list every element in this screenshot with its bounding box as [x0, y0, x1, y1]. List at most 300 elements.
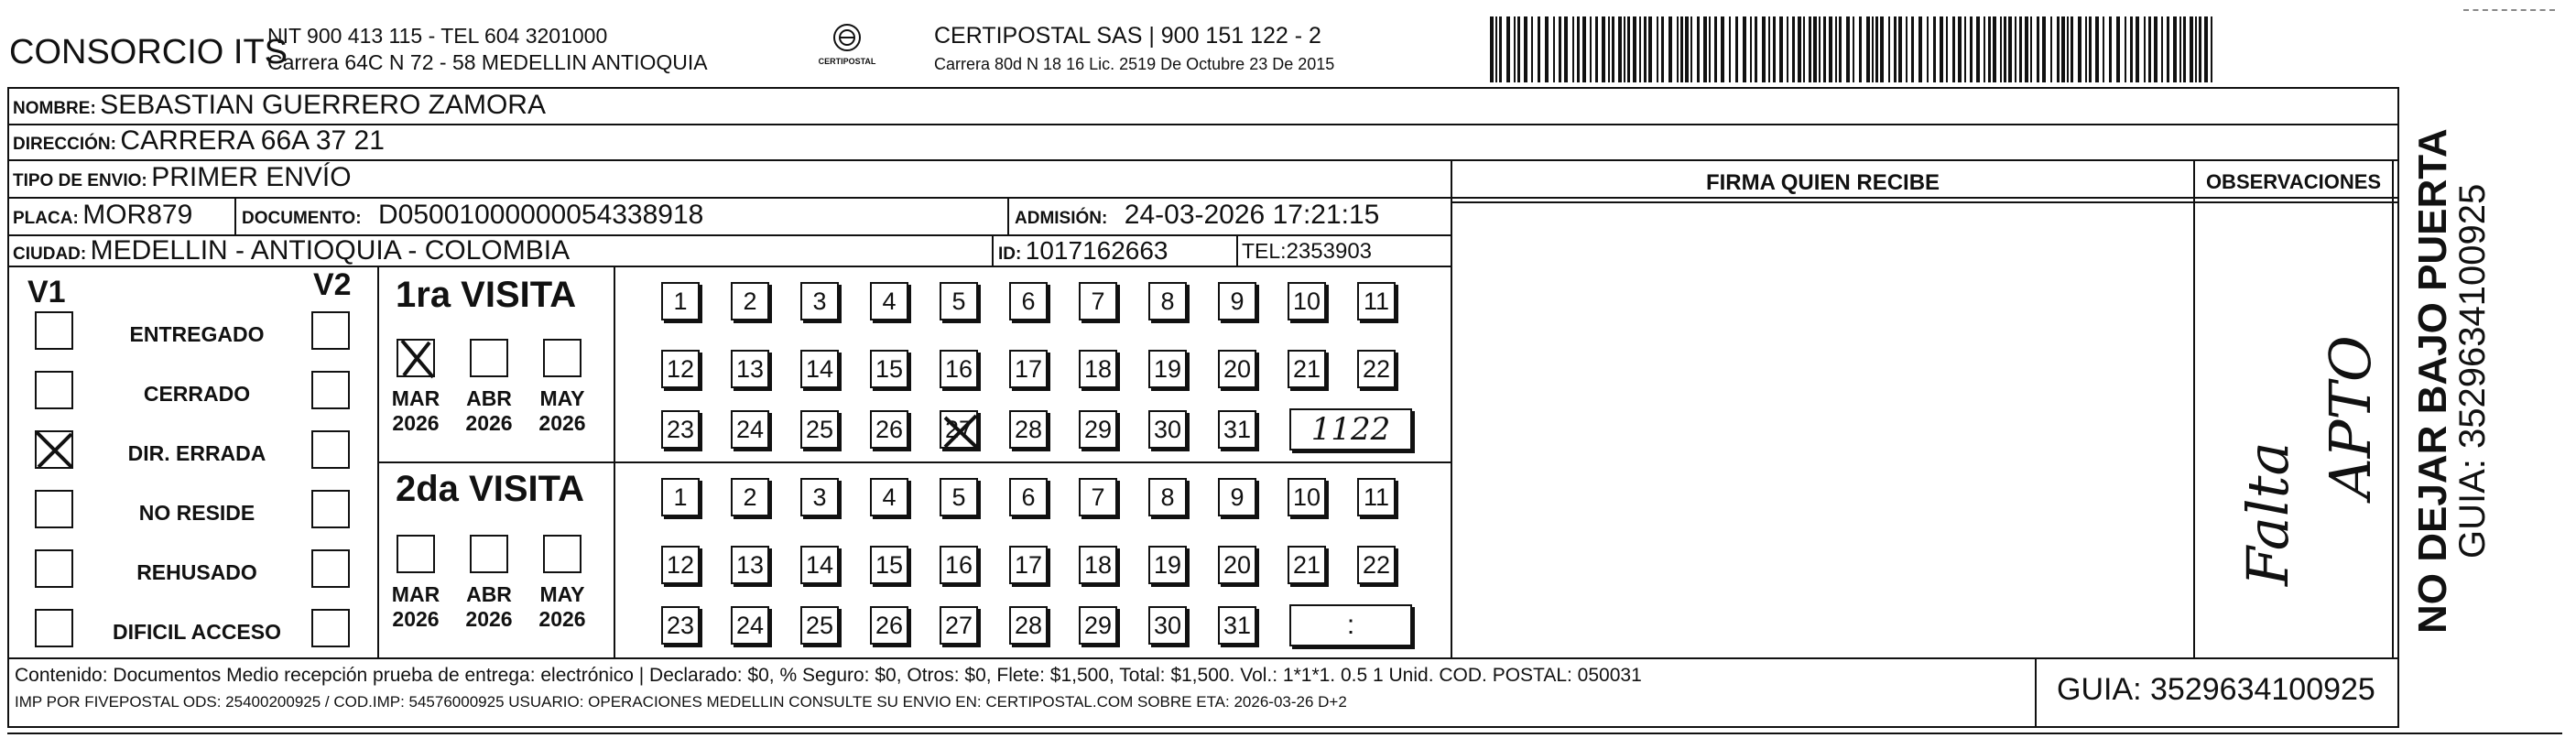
day-box[interactable]: [1009, 606, 1048, 645]
day-box[interactable]: [731, 606, 769, 645]
barcode-bar: [1859, 16, 1862, 82]
v2-checkbox[interactable]: [311, 549, 350, 588]
day-number: 10: [1292, 483, 1321, 511]
status-option-label: NO RESIDE: [138, 501, 255, 525]
day-number: 26: [875, 611, 904, 639]
day-box[interactable]: [1357, 282, 1396, 320]
day-box[interactable]: [1079, 546, 1117, 584]
barcode-bar: [1572, 16, 1574, 82]
barcode: [1488, 16, 2221, 82]
barcode-bar: [1624, 16, 1625, 82]
day-number: 17: [1014, 354, 1043, 383]
day-number: 2: [743, 287, 757, 315]
barcode-bar: [1690, 16, 1692, 82]
shipping-type-label: TIPO DE ENVIO:: [13, 171, 147, 190]
day-number: 21: [1292, 550, 1321, 579]
day-box[interactable]: [940, 606, 978, 645]
day-box[interactable]: [1009, 546, 1048, 584]
col-divider: [234, 197, 236, 234]
barcode-bar: [1677, 16, 1679, 82]
barcode-bar: [1940, 16, 1943, 82]
barcode-bar: [1779, 16, 1783, 82]
barcode-bar: [1946, 16, 1948, 82]
barcode-bar: [1768, 16, 1770, 82]
month-checkbox[interactable]: [543, 535, 582, 573]
day-number: 4: [882, 483, 897, 511]
plate-field: [13, 200, 192, 231]
v2-checkbox[interactable]: [311, 311, 350, 350]
day-number: 31: [1223, 611, 1252, 639]
day-number: 6: [1021, 287, 1036, 315]
check-mark-icon: [393, 335, 440, 383]
city-field: [13, 235, 570, 266]
day-number: 6: [1021, 483, 1036, 511]
barcode-bar: [1735, 16, 1738, 82]
month-label: [384, 582, 448, 632]
barcode-bar: [1524, 16, 1527, 82]
day-number: 16: [944, 354, 973, 383]
barcode-bar: [1829, 16, 1832, 82]
visit-title: 2da VISITA: [396, 469, 584, 509]
day-number: 23: [666, 415, 695, 443]
barcode-bar: [1906, 16, 1908, 82]
day-number: 24: [735, 611, 765, 639]
barcode-bar: [1495, 16, 1497, 82]
barcode-bar: [1714, 16, 1717, 82]
barcode-bar: [1911, 16, 1914, 82]
day-box[interactable]: [1148, 350, 1187, 388]
barcode-bar: [1823, 16, 1826, 82]
day-number: 13: [735, 550, 765, 579]
day-number: 22: [1362, 550, 1391, 579]
time-slot[interactable]: [1289, 604, 1412, 646]
barcode-bar: [1602, 16, 1605, 82]
barcode-bar: [2190, 16, 2193, 82]
month-year: 2026: [538, 411, 586, 435]
barcode-bar: [2061, 16, 2065, 82]
day-box[interactable]: [870, 410, 908, 449]
name-label: NOMBRE:: [13, 99, 96, 118]
day-box[interactable]: [731, 350, 769, 388]
barcode-bar: [2071, 16, 2073, 82]
day-box[interactable]: [731, 410, 769, 449]
barcode-bar: [2057, 16, 2060, 82]
time-value: :: [1346, 610, 1355, 640]
col-divider: [2035, 657, 2037, 728]
barcode-bar: [2004, 16, 2006, 82]
tel-label: TEL:: [1242, 239, 1287, 263]
day-number: 27: [944, 415, 973, 443]
day-number: 12: [666, 354, 695, 383]
month-checkbox[interactable]: [397, 339, 435, 377]
col-divider: [1236, 234, 1238, 266]
barcode-bar: [2078, 16, 2081, 82]
day-number: 21: [1292, 354, 1321, 383]
barcode-bar: [2204, 16, 2208, 82]
id-value: 1017162663: [1025, 236, 1168, 265]
barcode-bar: [1517, 16, 1520, 82]
day-number: 9: [1230, 287, 1245, 315]
day-box[interactable]: [800, 478, 839, 516]
barcode-bar: [1531, 16, 1533, 82]
month-year: 2026: [392, 607, 440, 631]
v2-checkbox[interactable]: [311, 430, 350, 469]
day-box[interactable]: [870, 350, 908, 388]
day-number: 27: [944, 611, 973, 639]
day-box[interactable]: [1357, 546, 1396, 584]
day-number: 20: [1223, 354, 1252, 383]
barcode-bar: [1853, 16, 1854, 82]
courier-name: CERTIPOSTAL SAS | 900 151 122 - 2: [934, 23, 1321, 49]
barcode-bar: [1564, 16, 1568, 82]
day-box[interactable]: [731, 478, 769, 516]
barcode-bar: [1755, 16, 1757, 82]
barcode-bar: [2109, 16, 2112, 82]
barcode-bar: [1721, 16, 1724, 82]
day-box[interactable]: [940, 478, 978, 516]
month-label: [530, 386, 594, 436]
barcode-bar: [1813, 16, 1817, 82]
row-divider: [7, 657, 2399, 659]
admission-field: [1015, 200, 1379, 231]
barcode-bar: [1633, 16, 1636, 82]
month-year: 2026: [465, 607, 513, 631]
observations-header: OBSERVACIONES: [2205, 170, 2382, 193]
address-value: CARRERA 66A 37 21: [120, 125, 385, 156]
month-name: MAY: [539, 386, 585, 410]
observation-handwritten-apto: APTO: [2317, 335, 2384, 499]
barcode-bar: [1898, 16, 1902, 82]
month-year: 2026: [392, 411, 440, 435]
barcode-bar: [2037, 16, 2039, 82]
day-box[interactable]: [1218, 478, 1256, 516]
row-divider: [7, 197, 1451, 199]
barcode-bar: [1685, 16, 1689, 82]
day-box[interactable]: [1148, 410, 1187, 449]
barcode-bar: [1835, 16, 1837, 82]
document-value: D05001000000054338918: [378, 200, 704, 230]
barcode-bar: [1993, 16, 1996, 82]
barcode-bar: [2195, 16, 2197, 82]
barcode-bar: [1803, 16, 1805, 82]
day-box[interactable]: [870, 282, 908, 320]
barcode-bar: [1582, 16, 1586, 82]
v1-checkbox[interactable]: [35, 549, 73, 588]
day-box[interactable]: [800, 606, 839, 645]
day-number: 29: [1083, 611, 1113, 639]
month-checkbox[interactable]: [397, 535, 435, 573]
footer-imp-line: IMP POR FIVEPOSTAL ODS: 25400200925 / COD.IMP: 54576000925 USUARIO: OPERACIONES MEDELLIN CONSULTE SU ENVIO EN: CERTIPOSTAL.COM SOBRE ETA: 2026-03-26 D+2: [15, 693, 1347, 711]
day-box[interactable]: [1009, 410, 1048, 449]
col-divider: [2193, 159, 2195, 657]
month-year: 2026: [538, 607, 586, 631]
courier-address: Carrera 80d N 18 16 Lic. 2519 De Octubre 23 De 2015: [934, 55, 1335, 73]
barcode-bar: [2025, 16, 2028, 82]
day-box[interactable]: [1288, 350, 1326, 388]
day-box[interactable]: [800, 410, 839, 449]
day-box[interactable]: [1148, 282, 1187, 320]
barcode-bar: [1819, 16, 1821, 82]
v2-checkbox[interactable]: [311, 371, 350, 409]
day-number: 19: [1153, 550, 1182, 579]
day-number: 25: [805, 415, 834, 443]
id-label: ID:: [998, 244, 1022, 264]
status-option-label: DIR. ERRADA: [127, 441, 266, 465]
document-field: [242, 200, 703, 231]
cut-line: [2463, 9, 2555, 11]
row-divider: [7, 159, 2399, 161]
col-divider: [2392, 159, 2394, 657]
barcode-bar: [1894, 16, 1897, 82]
v2-checkbox[interactable]: [311, 609, 350, 647]
day-box[interactable]: [661, 410, 700, 449]
day-number: 24: [735, 415, 765, 443]
day-box[interactable]: [661, 606, 700, 645]
name-value: SEBASTIAN GUERRERO ZAMORA: [100, 90, 546, 120]
barcode-bar: [1506, 16, 1510, 82]
day-number: 1: [673, 287, 688, 315]
day-number: 15: [875, 354, 904, 383]
time-slot[interactable]: [1289, 408, 1412, 450]
barcode-bar: [1680, 16, 1683, 82]
row-divider: [1451, 197, 2399, 199]
day-number: 5: [951, 483, 966, 511]
day-box[interactable]: [1148, 546, 1187, 584]
courier-logo-text: CERTIPOSTAL: [818, 57, 876, 66]
barcode-bar: [2136, 16, 2139, 82]
day-box[interactable]: [661, 282, 700, 320]
day-box[interactable]: [940, 546, 978, 584]
row-divider: [377, 461, 1451, 463]
month-checkbox[interactable]: [470, 535, 508, 573]
barcode-bar: [2173, 16, 2177, 82]
barcode-bar: [2130, 16, 2133, 82]
barcode-bar: [2095, 16, 2099, 82]
barcode-bar: [1927, 16, 1929, 82]
day-number: 11: [1363, 287, 1390, 315]
month-name: MAR: [391, 582, 440, 606]
barcode-bar: [1866, 16, 1870, 82]
col-divider: [992, 234, 994, 266]
signature-header: FIRMA QUIEN RECIBE: [1705, 170, 1940, 195]
col-divider: [1007, 197, 1009, 234]
v1-checkbox[interactable]: [35, 311, 73, 350]
day-box[interactable]: [661, 350, 700, 388]
city-label: CIUDAD:: [13, 244, 87, 264]
day-number: 2: [743, 483, 757, 511]
name-field: [13, 90, 546, 121]
day-box[interactable]: [1218, 546, 1256, 584]
day-box[interactable]: [661, 478, 700, 516]
barcode-bar: [1970, 16, 1973, 82]
day-number: 10: [1292, 287, 1321, 315]
day-number: 26: [875, 415, 904, 443]
v2-checkbox[interactable]: [311, 490, 350, 528]
month-label: [530, 582, 594, 632]
barcode-bar: [1514, 16, 1516, 82]
day-box[interactable]: [661, 546, 700, 584]
day-box[interactable]: [731, 282, 769, 320]
day-number: 23: [666, 611, 695, 639]
admission-value: 24-03-2026 17:21:15: [1124, 200, 1380, 230]
col-divider: [1451, 159, 1452, 657]
plate-value: MOR879: [82, 200, 193, 230]
check-mark-icon: [31, 427, 77, 472]
day-box[interactable]: [1009, 282, 1048, 320]
day-box[interactable]: [1079, 282, 1117, 320]
barcode-bar: [1538, 16, 1540, 82]
day-box[interactable]: [870, 546, 908, 584]
barcode-bar: [1846, 16, 1850, 82]
v1-checkbox[interactable]: [35, 609, 73, 647]
day-number: 12: [666, 550, 695, 579]
admission-label: ADMISIÓN:: [1015, 209, 1108, 228]
month-checkbox[interactable]: [543, 339, 582, 377]
day-box[interactable]: [1288, 282, 1326, 320]
day-number: 22: [1362, 354, 1391, 383]
day-box[interactable]: [1288, 478, 1326, 516]
month-name: MAR: [391, 386, 440, 410]
day-box[interactable]: [1357, 478, 1396, 516]
barcode-bar: [2085, 16, 2087, 82]
barcode-bar: [1762, 16, 1766, 82]
barcode-bar: [1612, 16, 1614, 82]
day-box[interactable]: [800, 350, 839, 388]
barcode-bar: [1577, 16, 1580, 82]
barcode-bar: [2116, 16, 2120, 82]
barcode-bar: [2148, 16, 2151, 82]
company-nit: NIT 900 413 115 - TEL 604 3201000: [267, 24, 608, 48]
barcode-bar: [1697, 16, 1700, 82]
month-checkbox[interactable]: [470, 339, 508, 377]
barcode-bar: [1559, 16, 1561, 82]
barcode-bar: [1648, 16, 1652, 82]
day-box[interactable]: [1079, 350, 1117, 388]
day-box[interactable]: [1148, 606, 1187, 645]
barcode-bar: [1709, 16, 1711, 82]
barcode-bar: [2042, 16, 2046, 82]
barcode-bar: [1787, 16, 1788, 82]
day-box[interactable]: [800, 282, 839, 320]
v1-checkbox[interactable]: [35, 371, 73, 409]
status-option-label: ENTREGADO: [129, 322, 265, 346]
day-box[interactable]: [1009, 350, 1048, 388]
day-number: 1: [673, 483, 688, 511]
visit-title: 1ra VISITA: [396, 275, 577, 315]
barcode-bar: [2103, 16, 2104, 82]
day-box[interactable]: [1079, 410, 1117, 449]
barcode-bar: [2183, 16, 2186, 82]
status-option-label: CERRADO: [143, 382, 251, 406]
barcode-bar: [2144, 16, 2146, 82]
day-number: 31: [1223, 415, 1252, 443]
observation-handwritten-falta: Falta: [2234, 441, 2301, 586]
day-box[interactable]: [940, 410, 978, 449]
day-box[interactable]: [1079, 606, 1117, 645]
v1-checkbox[interactable]: [35, 490, 73, 528]
barcode-bar: [2125, 16, 2126, 82]
side-guia: GUIA: 3529634100925: [2452, 183, 2493, 559]
barcode-bar: [1545, 16, 1549, 82]
day-number: 3: [812, 287, 827, 315]
day-box[interactable]: [1079, 478, 1117, 516]
barcode-bar: [1875, 16, 1878, 82]
day-box[interactable]: [1148, 478, 1187, 516]
day-box[interactable]: [870, 606, 908, 645]
day-box[interactable]: [1357, 350, 1396, 388]
barcode-bar: [1880, 16, 1884, 82]
day-number: 4: [882, 287, 897, 315]
barcode-bar: [2199, 16, 2201, 82]
day-number: 25: [805, 611, 834, 639]
barcode-bar: [1490, 16, 1494, 82]
row-divider: [1451, 201, 2399, 203]
barcode-bar: [1773, 16, 1776, 82]
month-label: [457, 582, 521, 632]
barcode-bar: [1888, 16, 1890, 82]
day-number: 11: [1363, 483, 1390, 511]
day-box[interactable]: [731, 546, 769, 584]
day-box[interactable]: [940, 282, 978, 320]
barcode-bar: [1952, 16, 1955, 82]
barcode-bar: [1976, 16, 1980, 82]
barcode-bar: [1618, 16, 1622, 82]
barcode-bar: [1984, 16, 1985, 82]
day-box[interactable]: [1218, 606, 1256, 645]
barcode-bar: [1639, 16, 1641, 82]
barcode-bar: [1661, 16, 1664, 82]
barcode-bar: [2089, 16, 2092, 82]
day-box[interactable]: [800, 546, 839, 584]
barcode-bar: [1627, 16, 1630, 82]
month-label: [384, 386, 448, 436]
barcode-bar: [1750, 16, 1752, 82]
shipping-type-value: PRIMER ENVÍO: [151, 162, 352, 192]
address-label: DIRECCIÓN:: [13, 135, 116, 154]
check-mark-icon: [940, 410, 982, 452]
day-number: 28: [1014, 611, 1043, 639]
day-box[interactable]: [1218, 410, 1256, 449]
certipostal-logo: [810, 22, 884, 72]
day-box[interactable]: [940, 350, 978, 388]
day-number: 13: [735, 354, 765, 383]
barcode-bar: [2030, 16, 2032, 82]
barcode-bar: [1729, 16, 1731, 82]
city-value: MEDELLIN - ANTIOQUIA - COLOMBIA: [90, 235, 571, 266]
side-instruction: NO DEJAR BAJO PUERTA: [2410, 128, 2455, 634]
time-value: 1122: [1310, 411, 1391, 448]
day-box[interactable]: [1218, 350, 1256, 388]
day-box[interactable]: [1009, 478, 1048, 516]
day-number: 30: [1153, 611, 1182, 639]
footer-content-line: Contenido: Documentos Medio recepción prueba de entrega: electrónico | Declarado: $0, % Seguro: $0, Otros: $0, Flete: $1,500, Total: $1,500. Vol.: 1*1*1. 0.5 1 Unid. COD. POSTAL: 050031: [15, 665, 1642, 686]
day-box[interactable]: [1288, 546, 1326, 584]
day-number: 15: [875, 550, 904, 579]
barcode-bar: [2008, 16, 2012, 82]
barcode-bar: [1499, 16, 1502, 82]
barcode-bar: [2167, 16, 2169, 82]
day-box[interactable]: [870, 478, 908, 516]
day-number: 8: [1160, 483, 1175, 511]
barcode-bar: [1958, 16, 1962, 82]
v2-header: V2: [313, 267, 352, 302]
v1-checkbox[interactable]: [35, 430, 73, 469]
day-number: 14: [805, 550, 834, 579]
barcode-bar: [1933, 16, 1936, 82]
day-box[interactable]: [1218, 282, 1256, 320]
day-number: 19: [1153, 354, 1182, 383]
day-number: 18: [1083, 354, 1113, 383]
